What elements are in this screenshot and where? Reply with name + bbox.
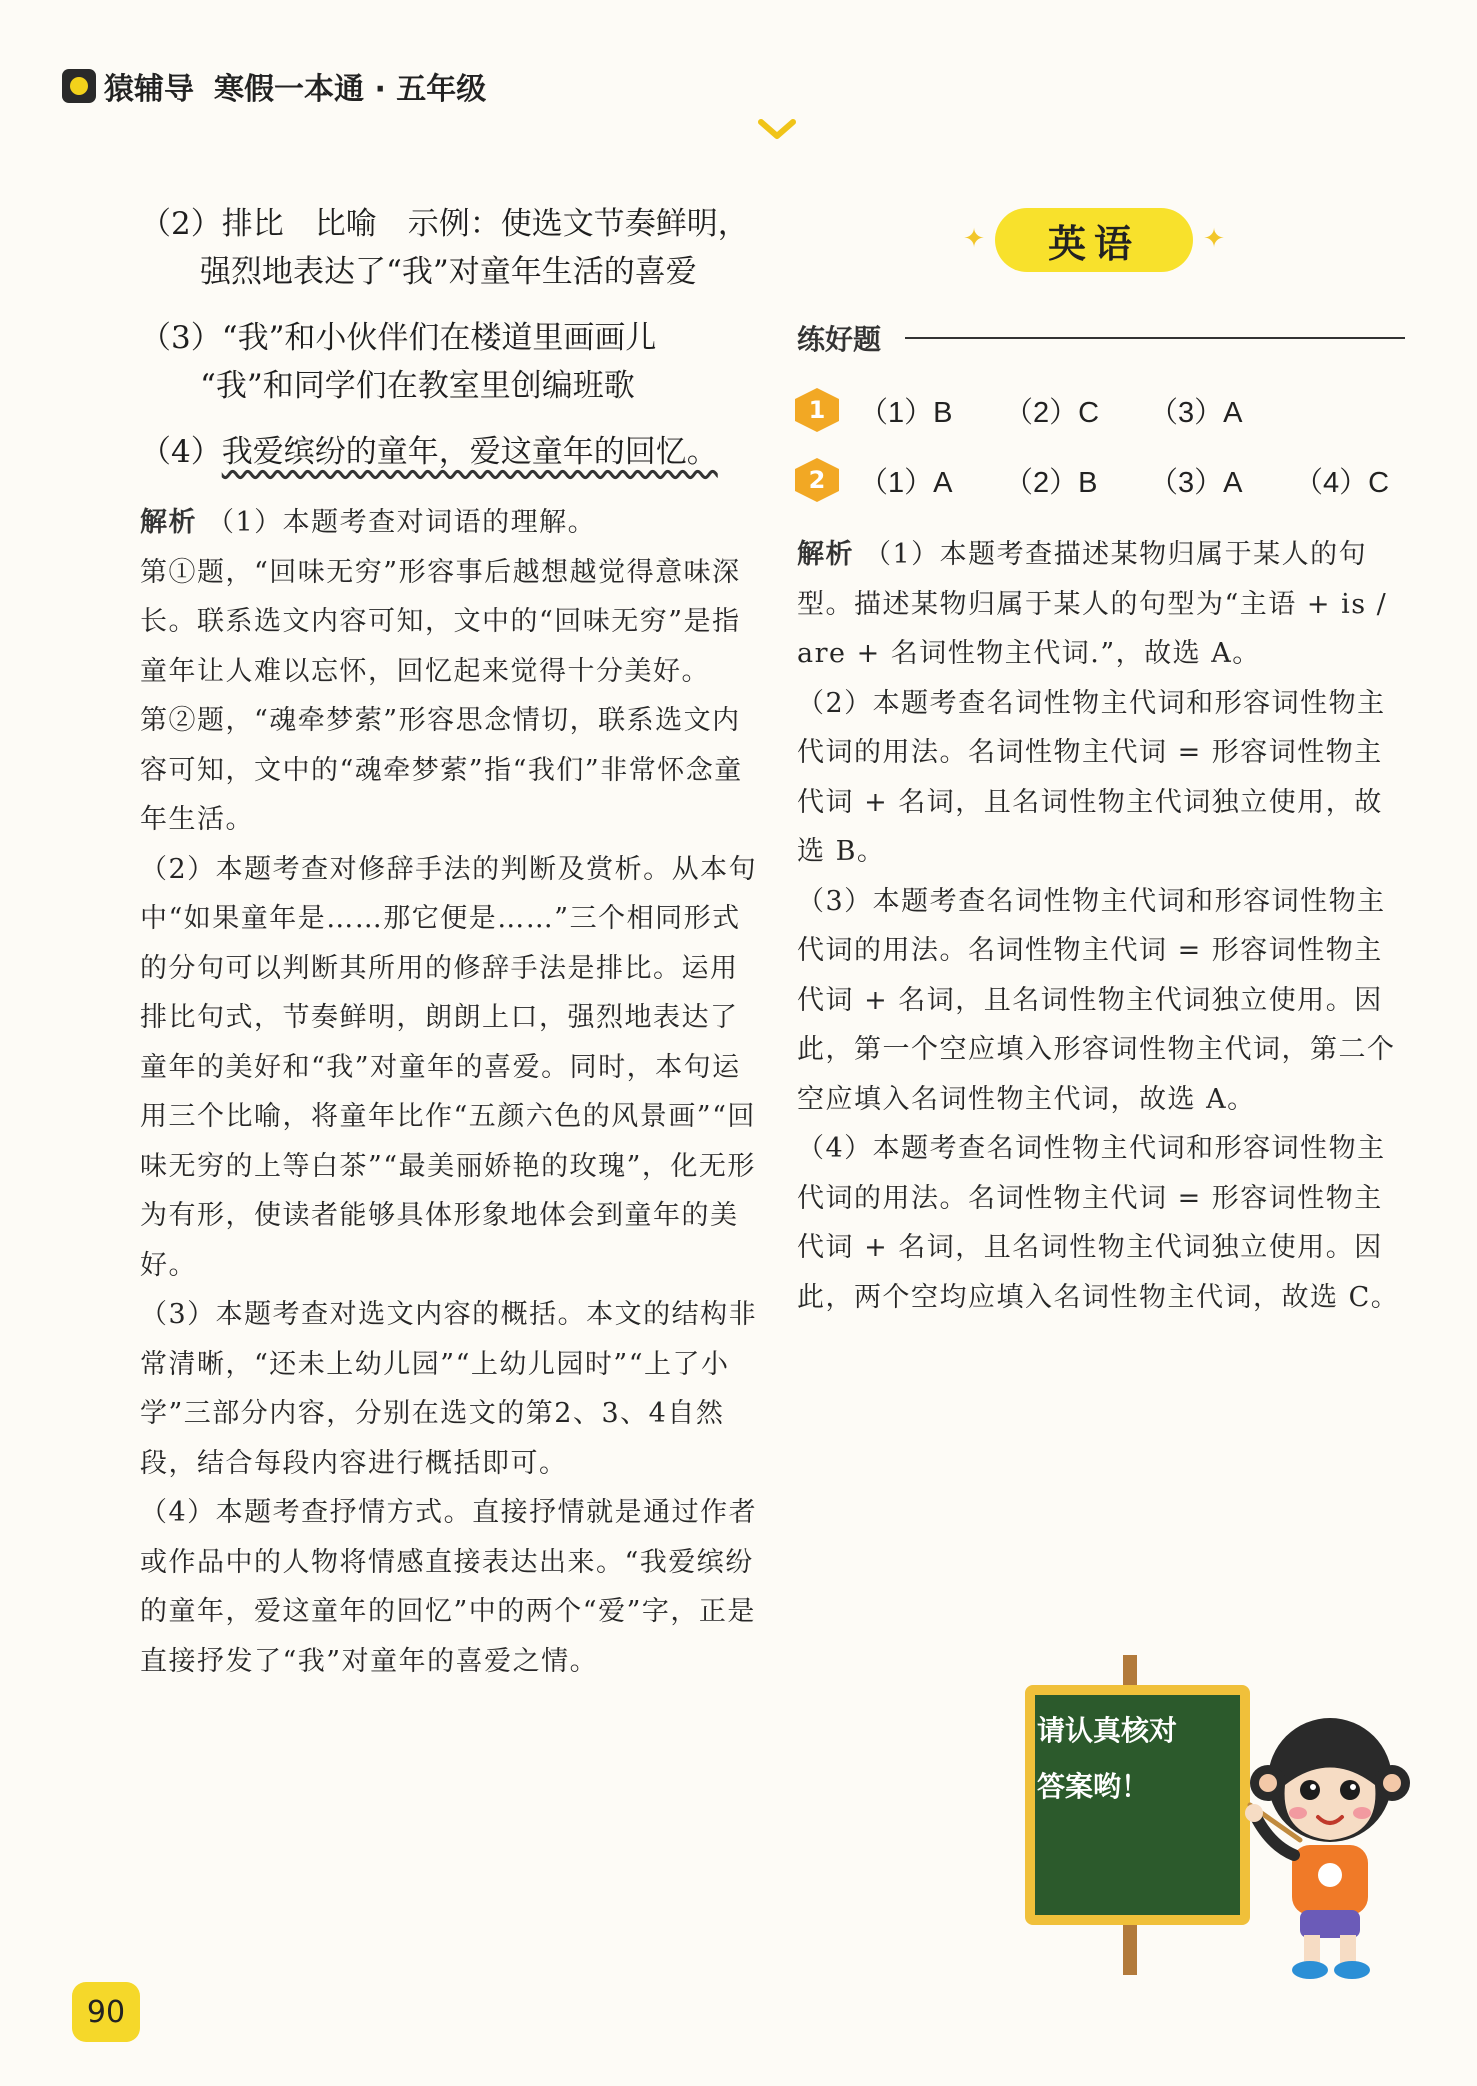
answer-option: （4）C [1294,466,1390,499]
left-analysis [140,498,760,1686]
question-number-badge: 2 [795,458,839,502]
answer-line: （2）排比 比喻 示例：使选文节奏鲜明， [140,206,749,242]
analysis-paragraph [797,530,1409,679]
answer-2 [140,200,760,296]
answer-prefix: （4） [140,434,222,470]
right-analysis [797,530,1409,1322]
chevron-down-icon [757,118,797,142]
page-header [62,62,486,110]
brand-logo-icon [62,69,96,103]
answer-line: （3）“我”和小伙伴们在楼道里画画儿 [140,320,657,356]
book-title: 寒假一本通 · 五年级 [214,72,487,107]
left-column [140,200,760,1686]
question-1-row [795,388,1294,432]
answer-option: （2）C [1004,396,1100,429]
board-line: 答案哟！ [1037,1770,1150,1803]
analysis-paragraph: 第②题，“魂牵梦萦”形容思念情切，联系选文内容可知，文中的“魂牵梦萦”指“我们”非常怀念童年生活。 [140,705,743,835]
analysis-paragraph: 第①题，“回味无穷”形容事后越想越觉得意味深长。联系选文内容可知，文中的“回味无穷”是指童年让人难以忘怀，回忆起来觉得十分美好。 [140,556,741,687]
analysis-paragraph: （4）本题考查抒情方式。直接抒情就是通过作者或作品中的人物将情感直接表达出来。“我爱缤纷的童年，爱这童年的回忆”中的两个“爱”字，正是直接抒发了“我”对童年的喜爱之情。 [140,1497,758,1677]
subject-tab: 英语 [995,208,1193,272]
section-divider [905,337,1405,339]
answer-line: “我”和同学们在教室里创编班歌 [200,368,635,404]
analysis-first: （1）本题考查描述某物归属于某人的句型。描述某物归属于某人的句型为“主语 + is / are + 名词性物主代词.”，故选 A。 [797,539,1388,669]
question-number-badge: 1 [795,388,839,432]
reminder-illustration [1015,1655,1435,1985]
answer-4 [140,428,760,476]
answer-option: （3）A [1149,466,1243,499]
analysis-label: 解析 [797,539,854,570]
analysis-paragraph [140,498,760,548]
analysis-paragraph: （2）本题考查名词性物主代词和形容词性物主代词的用法。名词性物主代词 = 形容词性物主代词 + 名词，且名词性物主代词独立使用，故选 B。 [797,687,1386,867]
answer-option: （1）B [859,396,953,429]
analysis-paragraph: （3）本题考查名词性物主代词和形容词性物主代词的用法。名词性物主代词 = 形容词性物主代词 + 名词，且名词性物主代词独立使用。因此，第一个空应填入形容词性物主代词，第二个空应填入名词性物主代词，故选 A。 [797,885,1396,1115]
underlined-answer: 我爱缤纷的童年，爱这童年的回忆。 [221,434,718,470]
answer-line: 强烈地表达了“我”对童年生活的喜爱 [200,254,697,290]
analysis-paragraph: （4）本题考查名词性物主代词和形容词性物主代词的用法。名词性物主代词 = 形容词性物主代词 + 名词，且名词性物主代词独立使用。因此，两个空均应填入名词性物主代词，故选 C。 [797,1133,1400,1313]
page-number: 90 [72,1982,140,2042]
board-text [1037,1703,1217,1815]
sparkle-icon: ✦ [963,224,985,254]
answer-option: （2）B [1004,466,1098,499]
sparkle-icon: ✦ [1203,224,1225,254]
answer-line [140,428,760,476]
brand-name: 猿辅导 [104,72,194,107]
section-title: 练好题 [797,323,882,356]
question-2-row [795,458,1439,502]
monkey-mascot-icon [1230,1705,1420,1985]
answer-option: （1）A [859,466,953,499]
answer-3 [140,314,760,410]
analysis-paragraph: （3）本题考查对选文内容的概括。本文的结构非常清晰，“还未上幼儿园”“上幼儿园时”“上了小学”三部分内容，分别在选文的第2、3、4自然段，结合每段内容进行概括即可。 [140,1299,758,1479]
analysis-label: 解析 [140,507,197,538]
board-line: 请认真核对 [1037,1714,1178,1747]
analysis-first: （1）本题考查对词语的理解。 [207,507,597,538]
analysis-paragraph: （2）本题考查对修辞手法的判断及赏析。从本句中“如果童年是……那它便是……”三个相同形式的分句可以判断其所用的修辞手法是排比。运用排比句式，节奏鲜明，朗朗上口，强烈地表达了童年的美好和“我”对童年的喜爱。同时，本句运用三个比喻，将童年比作“五颜六色的风景画”“回味无穷的上等白茶”“最美丽娇艳的玫瑰”，化无形为有形，使读者能够具体形象地体会到童年的美好。 [140,853,758,1281]
answer-option: （3）A [1149,396,1243,429]
